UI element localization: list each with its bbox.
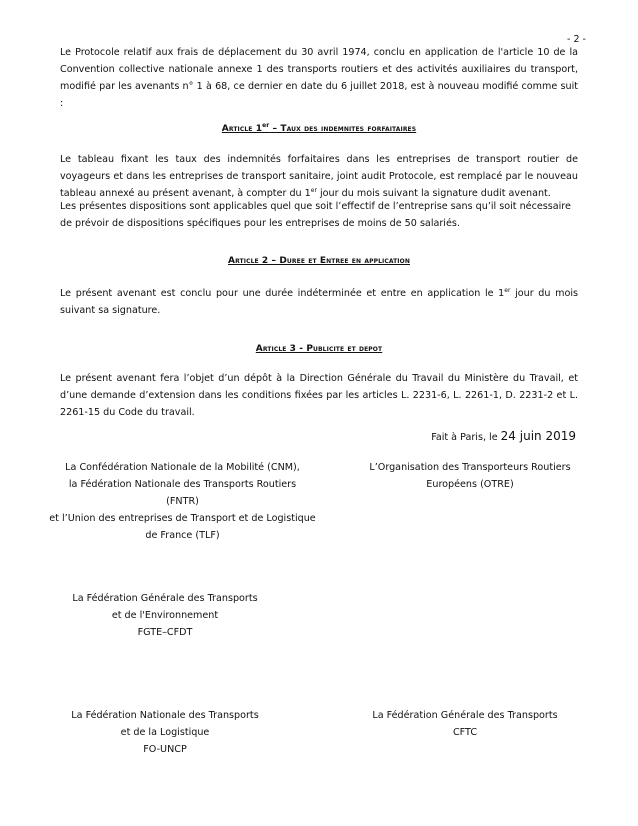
signature-date: Fait à Paris, le 24 juin 2019 (431, 429, 576, 443)
article-1-paragraph-2: Les présentes dispositions sont applicables quel que soit l’effectif de l’entreprise sans qu’il soit nécessaire de prévoir de dispositions spécifiques pour les entreprises de moins de 50 salariés. (60, 201, 571, 229)
article-2-heading: Article 2 – Duree et Entree en application (228, 256, 410, 266)
page-number: - 2 - (567, 34, 586, 45)
intro-paragraph: Le Protocole relatif aux frais de déplacement du 30 avril 1974, conclu en application de l'article 10 de la Convention collective nationale annexe 1 des transports routiers et des activités auxiliaires du transport, modifié par les avenants n° 1 à 68, ce dernier en date du 6 juillet 2018, est à nouveau modifié comme suit : (60, 47, 578, 109)
article-1-heading: Article 1er – Taux des indemnites forfaitaires (221, 122, 417, 134)
signatory-fgte-cfdt: La Fédération Générale des Transports et de l'Environnement FGTE–CFDT (72, 593, 258, 638)
signatory-cftc: La Fédération Générale des Transports CFTC (372, 710, 558, 738)
signatory-otre: L’Organisation des Transporteurs Routiers Européens (OTRE) (369, 462, 571, 490)
article-2-paragraph: Le présent avenant est conclu pour une durée indéterminée et entre en application le 1er jour du mois suivant sa signature. (60, 286, 578, 316)
signatory-fo-uncp: La Fédération Nationale des Transports et de la Logistique FO-UNCP (71, 710, 259, 755)
article-3-heading: Article 3 - Publicite et depot (255, 344, 383, 354)
article-3-paragraph: Le présent avenant fera l’objet d’un dépôt à la Direction Générale du Travail du Ministère du Travail, et d’une demande d’extension dans les conditions fixées par les articles L. 2231-6, L. 2261-1, D. 2231-2 et L. 2261-15 du Code du travail. (60, 373, 578, 418)
signatory-cnm-fntr-tlf: La Confédération Nationale de la Mobilité (CNM), la Fédération Nationale des Transports Routiers (FNTR) et l’Union des entreprises de Transport et de Logistique de France (TLF) (49, 462, 316, 541)
article-1-paragraph-1: Le tableau fixant les taux des indemnités forfaitaires dans les entreprises de transport routier de voyageurs et dans les entreprises de transport sanitaire, joint audit Protocole, est remplacé par le nouveau tableau annexé au présent avenant, à compter du 1er jour du mois suivant la signature dudit avenant. (60, 154, 578, 199)
